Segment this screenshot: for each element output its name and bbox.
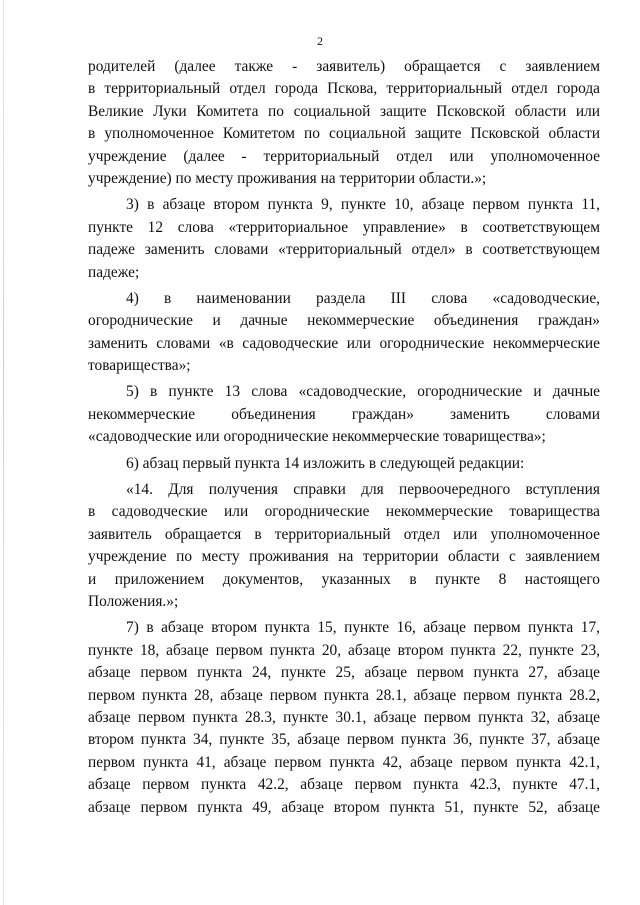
text-line: 6) абзац первый пункта 14 изложить в следующей редакции: (126, 454, 525, 472)
text-line: 5) в пункте 13 слова «садоводческие, огороднические и дачные (126, 383, 600, 401)
text-line: «14. Для получения справки для первоочередного вступления (126, 481, 600, 499)
paragraph-p3 (88, 288, 600, 378)
text-line: 4) в наименовании раздела III слова «садоводческие, (126, 289, 600, 307)
text-line: падеже; (88, 263, 140, 281)
text-line: огороднические и дачные некоммерческие объединения граждан» (88, 312, 600, 330)
text-line: родителей (далее также - заявитель) обращается с заявлением (88, 58, 600, 75)
text-line: некоммерческие объединения граждан» заменить словами (88, 405, 600, 423)
document-body (88, 56, 600, 819)
text-line: абзаце первом пункта 49, абзаце втором пункта 51, пункте 52, абзаце (88, 798, 600, 816)
text-line: падеже заменить словами «территориальный отдел» в соответствующем (88, 241, 600, 259)
text-line: втором пункта 34, пункте 35, абзаце первом пункта 36, пункте 37, абзаце (88, 731, 600, 749)
text-line: заменить словами «в садоводческие или огороднические некоммерческие (88, 334, 600, 352)
text-line: пункте 18, абзаце первом пункта 20, абзаце втором пункта 22, пункте 23, (88, 641, 600, 659)
paragraph-p2 (88, 194, 600, 284)
page-number: 2 (317, 34, 323, 48)
text-line: 3) в абзаце втором пункта 9, пункте 10, абзаце первом пункта 11, (126, 196, 600, 214)
text-line: Великие Луки Комитета по социальной защите Псковской области или (88, 102, 600, 120)
text-line: в территориальный отдел города Пскова, территориальный отдел города (88, 80, 600, 98)
text-line: в садоводческие или огороднические некоммерческие товарищества (88, 503, 600, 521)
text-line: первом пункта 41, абзаце первом пункта 42, абзаце первом пункта 42.1, (88, 753, 600, 771)
scan-edge (3, 0, 4, 905)
text-line: абзаце первом пункта 28.3, пункте 30.1, абзаце первом пункта 32, абзаце (88, 708, 600, 726)
text-line: Положения.»; (88, 592, 179, 610)
paragraph-p1 (88, 56, 600, 190)
text-line: товарищества»; (88, 357, 191, 375)
text-line: первом пункта 28, абзаце первом пункта 28.1, абзаце первом пункта 28.2, (88, 686, 600, 704)
paragraph-p7 (88, 617, 600, 819)
text-line: абзаце первом пункта 24, пункте 25, абзаце первом пункта 27, абзаце (88, 664, 600, 682)
text-line: в уполномоченное Комитетом по социальной защите Псковской области (88, 125, 600, 143)
text-line: абзаце первом пункта 42.2, абзаце первом пункта 42.3, пункте 47.1, (88, 776, 600, 794)
text-line: «садоводческие или огороднические некоммерческие товарищества»; (88, 428, 546, 446)
paragraph-p4 (88, 381, 600, 448)
paragraph-p5 (88, 453, 600, 475)
text-line: заявитель обращается в территориальный отдел или уполномоченное (88, 525, 600, 543)
text-line: учреждение) по месту проживания на территории области.»; (88, 169, 487, 187)
text-line: учреждение по месту проживания на территории области с заявлением (88, 548, 600, 566)
paragraph-p6 (88, 479, 600, 613)
text-line: учреждение (далее - территориальный отдел или уполномоченное (88, 147, 600, 165)
text-line: и приложением документов, указанных в пункте 8 настоящего (88, 570, 600, 588)
text-line: 7) в абзаце втором пункта 15, пункте 16, абзаце первом пункта 17, (126, 619, 600, 637)
text-line: пункте 12 слова «территориальное управление» в соответствующем (88, 218, 600, 236)
